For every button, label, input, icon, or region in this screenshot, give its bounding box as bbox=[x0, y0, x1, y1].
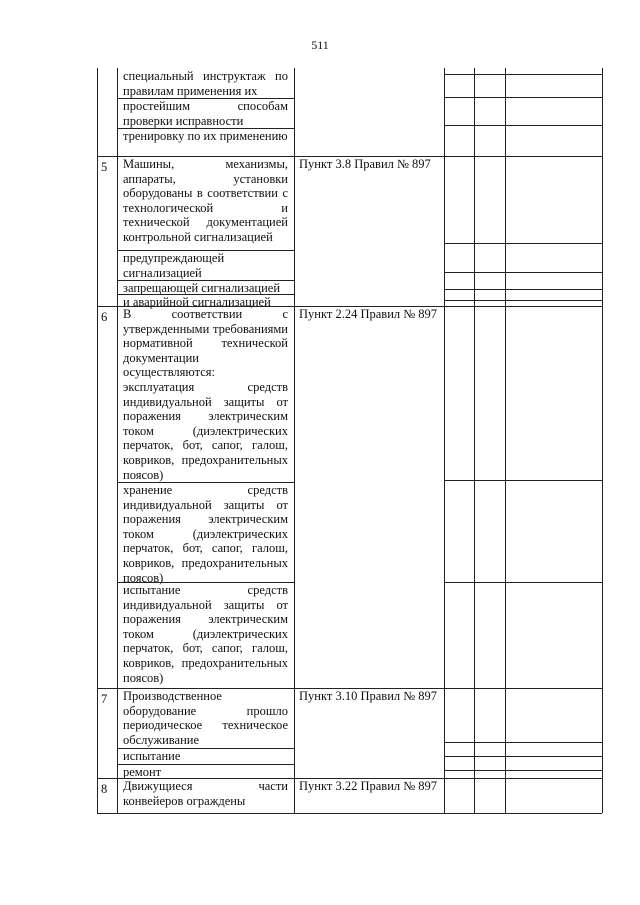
result-cell-rule bbox=[444, 125, 602, 126]
requirement-text: Машины, механизмы, аппараты, установки оборудованы в соответствии с технологической и технической документацией контрольной сигнализацией bbox=[123, 157, 288, 244]
result-cell-rule bbox=[444, 582, 602, 583]
column-rule-2 bbox=[294, 68, 295, 813]
result-cell-rule bbox=[444, 243, 602, 244]
requirement-text: испытание bbox=[123, 749, 181, 763]
row-number: 7 bbox=[101, 692, 108, 706]
page-number: 511 bbox=[311, 38, 329, 52]
requirement-text: специальный инструктаж по правилам применения их bbox=[123, 69, 288, 98]
rule-reference: Пункт 2.24 Правил № 897 bbox=[299, 307, 438, 321]
requirement-text: запрещающей сигнализацией bbox=[123, 281, 281, 295]
result-cell-rule bbox=[444, 74, 602, 75]
requirement-text: ремонт bbox=[123, 765, 162, 779]
column-rule-1 bbox=[117, 68, 118, 813]
requirement-text: В соответствии с утвержденными требованиями нормативной технической документации осуществляются: эксплуатация средств индивидуальной защиты от поражения электрическим током (диэлектрических перчаток, бот, сапог, галош, ковриков, предохранительных поясов) bbox=[123, 307, 288, 482]
result-cell-rule bbox=[444, 742, 602, 743]
row-number: 6 bbox=[101, 310, 108, 324]
column-rule-0 bbox=[97, 68, 98, 813]
result-cell-rule bbox=[444, 97, 602, 98]
rule-reference: Пункт 3.10 Правил № 897 bbox=[299, 689, 438, 703]
result-cell-rule bbox=[444, 272, 602, 273]
requirement-text: тренировку по их применению bbox=[123, 129, 288, 143]
row-number: 5 bbox=[101, 160, 108, 174]
column-rule-4 bbox=[474, 68, 475, 813]
result-cell-rule bbox=[444, 756, 602, 757]
rule-reference: Пункт 3.22 Правил № 897 bbox=[299, 779, 438, 793]
result-cell-rule bbox=[444, 770, 602, 771]
requirement-text: простейшим способам проверки исправности bbox=[123, 99, 288, 128]
result-cell-rule bbox=[444, 300, 602, 301]
rule-reference: Пункт 3.8 Правил № 897 bbox=[299, 157, 431, 171]
requirement-text: и аварийной сигнализацией bbox=[123, 295, 271, 309]
requirement-text: испытание средств индивидуальной защиты от поражения электрическим током (диэлектрических перчаток, бот, сапог, галош, ковриков, предохранительных поясов) bbox=[123, 583, 288, 685]
column-rule-3 bbox=[444, 68, 445, 813]
row-number: 8 bbox=[101, 782, 108, 796]
column-rule-5 bbox=[505, 68, 506, 813]
requirement-text: хранение средств индивидуальной защиты от поражения электрическим током (диэлектрических перчаток, бот, сапог, галош, ковриков, предохранительных поясов) bbox=[123, 483, 288, 585]
column-rule-6 bbox=[602, 68, 603, 813]
requirement-text: Движущиеся части конвейеров ограждены bbox=[123, 779, 288, 808]
result-cell-rule bbox=[444, 480, 602, 481]
requirement-text: предупреждающей сигнализацией bbox=[123, 251, 225, 280]
result-cell-rule bbox=[444, 289, 602, 290]
table-bottom-rule bbox=[97, 813, 602, 814]
requirement-text: Производственное оборудование прошло периодическое техническое обслуживание bbox=[123, 689, 288, 747]
